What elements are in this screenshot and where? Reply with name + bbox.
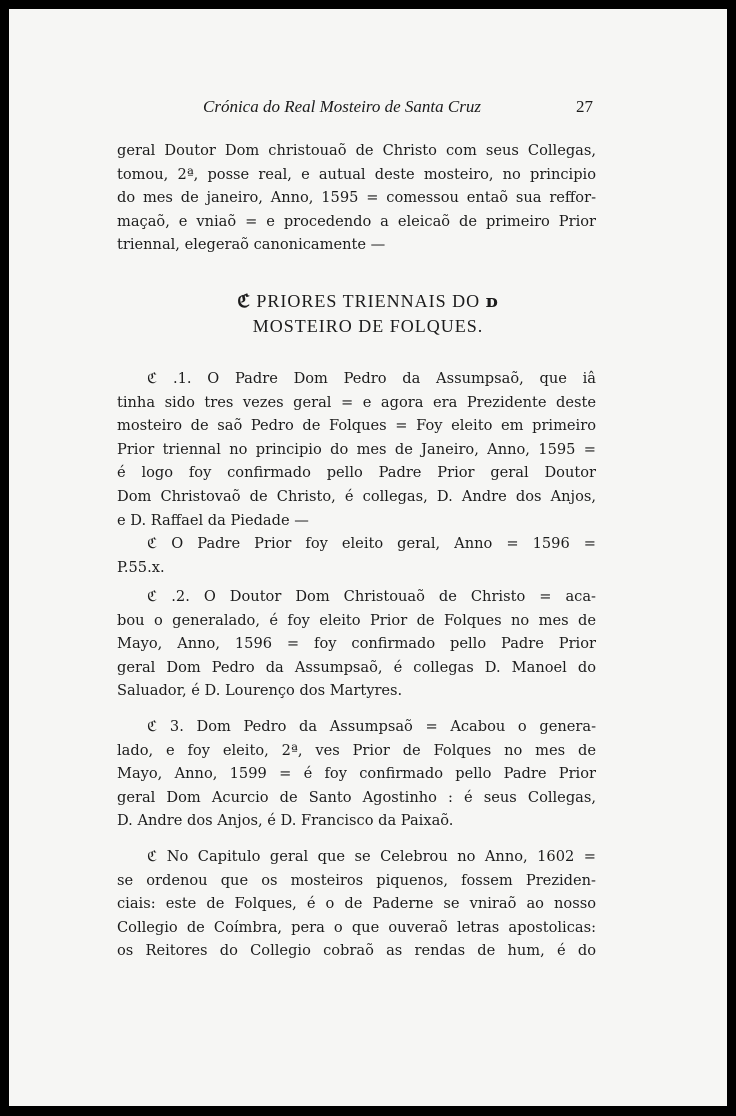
text-line: ℭ 3. Dom Pedro da Assumpsaõ = Acabou o genera- [147, 718, 596, 735]
text-line: os Reitores do Collegio cobraõ as rendas de hum, é do [117, 942, 596, 960]
text-line: do mes de janeiro, Anno, 1595 = comessou entaõ sua reffor- [117, 189, 596, 207]
ornament-left-icon: ℭ [237, 291, 251, 312]
text-line: Collegio de Coímbra, pera o que ouveraõ letras apostolicas: [117, 918, 596, 936]
text-line: Mayo, Anno, 1596 = foy confirmado pello Padre Prior [117, 635, 596, 653]
text-line: Mayo, Anno, 1599 = é foy confirmado pello Padre Prior [117, 765, 596, 783]
text-line: ciais: este de Folques, é o de Paderne se vniraõ ao nosso [117, 895, 596, 913]
text-line: maçaõ, e vniaõ = e procedendo a eleicaõ de primeiro Prior [117, 212, 596, 230]
text-line: ℭ O Padre Prior foy eleito geral, Anno = 1596 = [147, 535, 596, 553]
section-heading-line2: MOSTEIRO DE FOLQUES. [252, 316, 484, 336]
running-header [9, 97, 727, 121]
text-line: tomou, 2ª, posse real, e autual deste mosteiro, no principio [117, 165, 596, 183]
section-heading [9, 289, 727, 338]
entry-3 [117, 715, 596, 833]
text-line: mosteiro de saõ Pedro de Folques = Foy eleito em primeiro [117, 417, 596, 435]
text-line: se ordenou que os mosteiros piquenos, fossem Preziden- [117, 871, 596, 889]
text-line: Saluador, é D. Lourenço dos Martyres. [117, 682, 403, 700]
section-heading-line1: ℭ PRIORES TRIENNAIS DO ᴅ [237, 291, 499, 312]
text-line: ℭ .1. O Padre Dom Pedro da Assumpsaõ, que iâ [147, 370, 596, 387]
text-line: geral Doutor Dom christouaõ de Christo com seus Collegas, [117, 142, 596, 159]
text-line: ℭ .2. O Doutor Dom Christouaõ de Christo = aca- [147, 588, 596, 605]
entry-2 [117, 585, 596, 703]
text-line: triennal, elegeraõ canonicamente — [117, 236, 386, 254]
text-line: Dom Christovaõ de Christo, é collegas, D. Andre dos Anjos, [117, 487, 596, 505]
text-line: ℭ No Capitulo geral que se Celebrou no Anno, 1602 = [147, 848, 596, 865]
ornament-right-icon: ᴅ [485, 291, 499, 312]
entry-1 [117, 367, 596, 579]
text-line: e D. Raffael da Piedade — [117, 511, 309, 529]
intro-paragraph [117, 139, 596, 257]
text-line: P.55.x. [117, 558, 165, 576]
running-title: Crónica do Real Mosteiro de Santa Cruz [203, 97, 481, 116]
text-line: lado, e foy eleito, 2ª, ves Prior de Folques no mes de [117, 741, 596, 759]
text-line: bou o generalado, é foy eleito Prior de Folques no mes de [117, 611, 596, 629]
text-line: D. Andre dos Anjos, é D. Francisco da Paixaõ. [117, 812, 454, 830]
text-line: Prior triennal no principio do mes de Janeiro, Anno, 1595 = [117, 440, 596, 458]
text-line: geral Dom Pedro da Assumpsaõ, é collegas D. Manoel do [117, 658, 596, 676]
text-line: geral Dom Acurcio de Santo Agostinho : é seus Collegas, [117, 788, 596, 806]
document-page [9, 9, 727, 1106]
text-line: é logo foy confirmado pello Padre Prior geral Doutor [117, 464, 596, 482]
entry-4 [117, 845, 596, 963]
page-number: 27 [576, 97, 593, 116]
text-line: tinha sido tres vezes geral = e agora era Prezidente deste [117, 393, 596, 411]
